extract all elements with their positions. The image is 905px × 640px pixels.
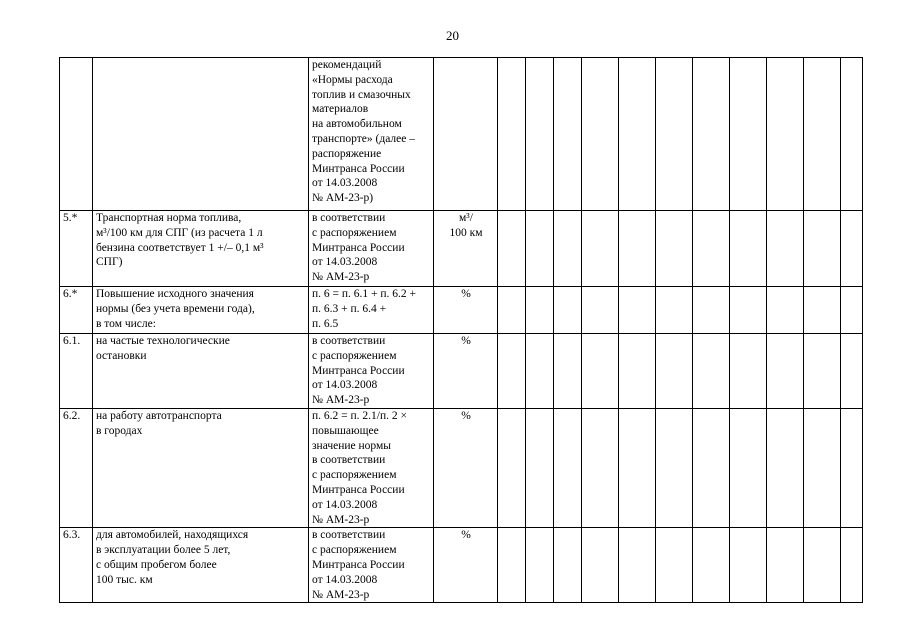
calculation-method: в соответствии с распоряжением Минтранса России от 14.03.2008 № АМ-23-р [309, 334, 434, 409]
page-number: 20 [446, 28, 459, 43]
indicator-name [93, 58, 309, 211]
calculation-method: рекомендаций «Нормы расхода топлив и смазочных материалов на автомобильном транспорте» (далее – распоряжение Минтранса России от 14.03.2008 № АМ-23-р) [309, 58, 434, 211]
table-row [60, 211, 863, 287]
unit [434, 58, 498, 211]
calculation-method: п. 6.2 = п. 2.1/п. 2 × повышающее значение нормы в соответствии с распоряжением Минтранса России от 14.03.2008 № АМ-23-р [309, 409, 434, 528]
calculation-method: в соответствии с распоряжением Минтранса России от 14.03.2008 № АМ-23-р [309, 528, 434, 603]
calculation-method: п. 6 = п. 6.1 + п. 6.2 + п. 6.3 + п. 6.4 + п. 6.5 [309, 287, 434, 334]
table-row [60, 334, 863, 409]
item-number: 6.2. [60, 409, 93, 528]
unit: м³/ 100 км [434, 211, 498, 287]
indicator-name: Повышение исходного значения нормы (без учета времени года), в том числе: [93, 287, 309, 334]
unit: % [434, 287, 498, 334]
unit: % [434, 334, 498, 409]
item-number: 6.3. [60, 528, 93, 603]
table-row [60, 528, 863, 603]
item-number [60, 58, 93, 211]
indicator-name: Транспортная норма топлива, м³/100 км для СПГ (из расчета 1 л бензина соответствует 1 +/– 0,1 м³ СПГ) [93, 211, 309, 287]
calculation-method: в соответствии с распоряжением Минтранса России от 14.03.2008 № АМ-23-р [309, 211, 434, 287]
table-row [60, 409, 863, 528]
table-row [60, 58, 863, 211]
item-number: 6.1. [60, 334, 93, 409]
item-number: 5.* [60, 211, 93, 287]
table-row [60, 287, 863, 334]
indicator-name: для автомобилей, находящихся в эксплуатации более 5 лет, с общим пробегом более 100 тыс. км [93, 528, 309, 603]
item-number: 6.* [60, 287, 93, 334]
fuel-norms-table [59, 57, 863, 603]
unit: % [434, 409, 498, 528]
indicator-name: на частые технологические остановки [93, 334, 309, 409]
unit: % [434, 528, 498, 603]
indicator-name: на работу автотранспорта в городах [93, 409, 309, 528]
